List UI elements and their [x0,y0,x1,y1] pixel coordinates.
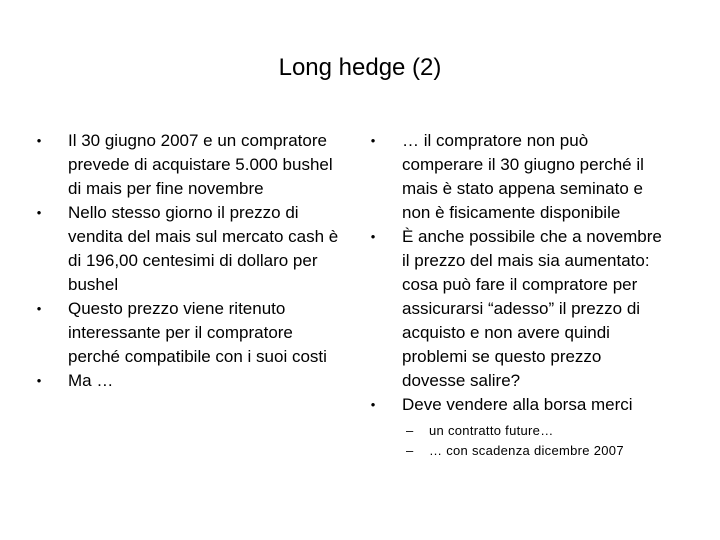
bullet-dot: • [370,397,376,412]
bullet-text: È anche possibile che a novembre il prezzo del mais sia aumentato: cosa può fare il compratore per assicurarsi “adesso” il prezzo di acquisto e non avere quindi problemi se questo prezzo dovesse salire? [402,227,662,390]
bullet-text: Nello stesso giorno il prezzo di vendita del mais sul mercato cash è di 196,00 centesimi di dollaro per bushel [68,203,339,294]
bullet-dot: • [36,301,42,316]
bullet-item [32,369,342,393]
slide-title: Long hedge (2) [278,54,442,81]
bullet-item [32,129,342,201]
bullet-item [366,225,666,393]
sub-bullet-item [366,441,666,461]
sub-bullet-text: … con scadenza dicembre 2007 [429,443,624,458]
left-column [32,129,342,393]
sub-bullet-dash: – [406,423,414,438]
bullet-dot: • [370,229,376,244]
bullet-item [366,393,666,417]
bullet-item [32,297,342,369]
right-column [366,129,666,461]
bullet-text: … il compratore non può comperare il 30 giugno perché il mais è stato appena seminato e non è fisicamente disponibile [402,131,644,222]
bullet-text: Deve vendere alla borsa merci [402,395,633,414]
bullet-dot: • [36,133,42,148]
bullet-text: Il 30 giugno 2007 e un compratore prevede di acquistare 5.000 bushel di mais per fine novembre [68,131,333,198]
sub-bullet-text: un contratto future… [429,423,554,438]
bullet-dot: • [36,373,42,388]
bullet-item [32,201,342,297]
bullet-text: Questo prezzo viene ritenuto interessante per il compratore perché compatibile con i suoi costi [68,299,327,366]
bullet-dot: • [36,205,42,220]
sub-bullet-item [366,421,666,441]
bullet-item [366,129,666,225]
bullet-dot: • [370,133,376,148]
bullet-text: Ma … [68,371,114,390]
sub-bullet-dash: – [406,443,414,458]
